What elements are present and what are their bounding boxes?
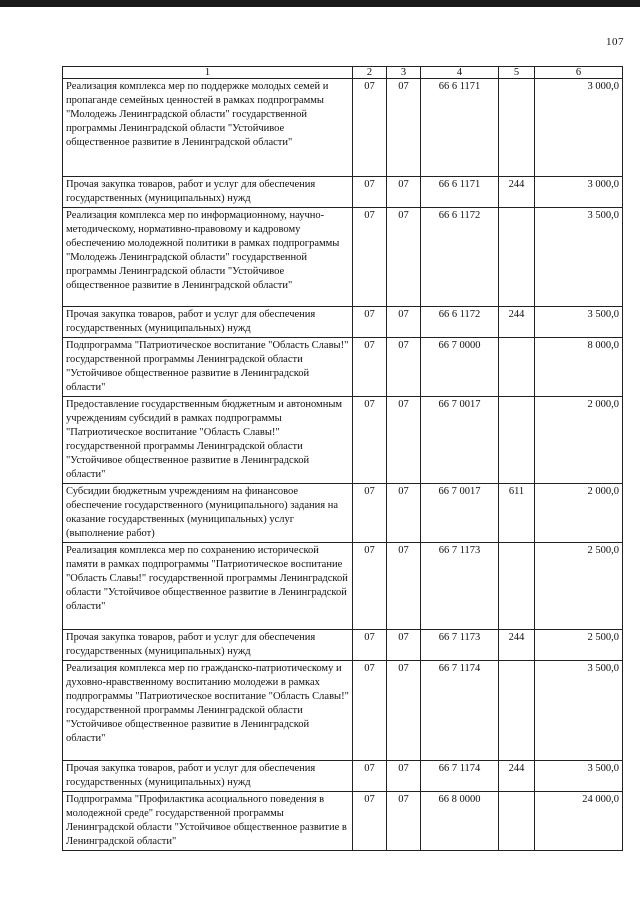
row-amount: 3 500,0: [535, 208, 623, 307]
table-row: [63, 177, 623, 208]
table-row: [63, 761, 623, 792]
row-target-code: 66 7 0000: [421, 338, 499, 397]
row-expense-type: 244: [499, 177, 535, 208]
row-target-code: 66 6 1172: [421, 307, 499, 338]
row-subsection: 07: [387, 543, 421, 630]
row-subsection: 07: [387, 208, 421, 307]
table-row: [63, 208, 623, 307]
row-section: 07: [353, 338, 387, 397]
row-section: 07: [353, 177, 387, 208]
row-description: Реализация комплекса мер по информационному, научно-методическому, нормативно-правовому и кадровому обеспечению молодежной политики в рамках подпрограммы "Молодежь Ленинградской области" государственной программы Ленинградской области "Устойчивое общественное развитие в Ленинградской области": [63, 208, 353, 307]
table-row: [63, 792, 623, 851]
row-subsection: 07: [387, 792, 421, 851]
row-amount: 2 000,0: [535, 484, 623, 543]
row-amount: 3 500,0: [535, 761, 623, 792]
row-section: 07: [353, 208, 387, 307]
page-number: 107: [606, 36, 624, 48]
row-expense-type: [499, 208, 535, 307]
row-subsection: 07: [387, 397, 421, 484]
row-description: Предоставление государственным бюджетным и автономным учреждениям субсидий в рамках подпрограммы "Патриотическое воспитание "Область Славы!" государственной программы Ленинградской области "Устойчивое общественное развитие в Ленинградской области": [63, 397, 353, 484]
row-section: 07: [353, 792, 387, 851]
row-target-code: 66 7 1173: [421, 543, 499, 630]
table-row: [63, 630, 623, 661]
row-amount: 2 000,0: [535, 397, 623, 484]
row-description: Подпрограмма "Профилактика асоциального поведения в молодежной среде" государственной программы Ленинградской области "Устойчивое общественное развитие в Ленинградской области": [63, 792, 353, 851]
row-section: 07: [353, 661, 387, 761]
row-amount: 2 500,0: [535, 630, 623, 661]
row-description: Реализация комплекса мер по гражданско-патриотическому и духовно-нравственному воспитанию молодежи в рамках подпрограммы "Патриотическое воспитание "Область Славы!" государственной программы Ленинградской области "Устойчивое общественное развитие в Ленинградской области": [63, 661, 353, 761]
row-expense-type: [499, 79, 535, 177]
scan-top-edge: [0, 0, 640, 7]
row-description: Прочая закупка товаров, работ и услуг для обеспечения государственных (муниципальных) нужд: [63, 761, 353, 792]
row-subsection: 07: [387, 338, 421, 397]
header-row: [63, 67, 623, 79]
row-description: Реализация комплекса мер по сохранению исторической памяти в рамках подпрограммы "Патриотическое воспитание "Область Славы!" государственной программы Ленинградской области "Устойчивое общественное развитие в Ленинградской области": [63, 543, 353, 630]
row-amount: 8 000,0: [535, 338, 623, 397]
row-subsection: 07: [387, 761, 421, 792]
row-target-code: 66 7 0017: [421, 397, 499, 484]
row-description: Прочая закупка товаров, работ и услуг для обеспечения государственных (муниципальных) нужд: [63, 177, 353, 208]
row-target-code: 66 7 1174: [421, 761, 499, 792]
row-expense-type: 244: [499, 630, 535, 661]
col-header: 1: [63, 67, 353, 79]
row-expense-type: [499, 661, 535, 761]
row-section: 07: [353, 307, 387, 338]
row-subsection: 07: [387, 484, 421, 543]
col-header: 2: [353, 67, 387, 79]
row-section: 07: [353, 397, 387, 484]
row-target-code: 66 6 1172: [421, 208, 499, 307]
row-expense-type: 244: [499, 307, 535, 338]
row-target-code: 66 7 1173: [421, 630, 499, 661]
row-section: 07: [353, 761, 387, 792]
row-target-code: 66 7 1174: [421, 661, 499, 761]
row-expense-type: [499, 792, 535, 851]
row-description: Прочая закупка товаров, работ и услуг для обеспечения государственных (муниципальных) нужд: [63, 630, 353, 661]
row-subsection: 07: [387, 307, 421, 338]
row-subsection: 07: [387, 79, 421, 177]
row-expense-type: [499, 338, 535, 397]
row-amount: 24 000,0: [535, 792, 623, 851]
table-row: [63, 307, 623, 338]
table-row: [63, 397, 623, 484]
table-row: [63, 79, 623, 177]
col-header: 5: [499, 67, 535, 79]
row-target-code: 66 8 0000: [421, 792, 499, 851]
col-header: 6: [535, 67, 623, 79]
row-amount: 3 500,0: [535, 307, 623, 338]
row-expense-type: [499, 543, 535, 630]
row-description: Реализация комплекса мер по поддержке молодых семей и пропаганде семейных ценностей в рамках подпрограммы "Молодежь Ленинградской области" государственной программы Ленинградской области "Устойчивое общественное развитие в Ленинградской области": [63, 79, 353, 177]
col-header: 3: [387, 67, 421, 79]
row-subsection: 07: [387, 630, 421, 661]
table-row: [63, 484, 623, 543]
row-target-code: 66 6 1171: [421, 79, 499, 177]
row-section: 07: [353, 543, 387, 630]
row-target-code: 66 6 1171: [421, 177, 499, 208]
row-amount: 3 500,0: [535, 661, 623, 761]
row-subsection: 07: [387, 177, 421, 208]
col-header: 4: [421, 67, 499, 79]
row-section: 07: [353, 630, 387, 661]
row-expense-type: 244: [499, 761, 535, 792]
row-description: Субсидии бюджетным учреждениям на финансовое обеспечение государственного (муниципального) задания на оказание государственных (муниципальных) услуг (выполнение работ): [63, 484, 353, 543]
table-row: [63, 543, 623, 630]
row-section: 07: [353, 79, 387, 177]
row-expense-type: [499, 397, 535, 484]
table-row: [63, 661, 623, 761]
row-target-code: 66 7 0017: [421, 484, 499, 543]
row-expense-type: 611: [499, 484, 535, 543]
row-amount: 3 000,0: [535, 79, 623, 177]
budget-table: [62, 66, 623, 851]
row-subsection: 07: [387, 661, 421, 761]
row-section: 07: [353, 484, 387, 543]
row-amount: 2 500,0: [535, 543, 623, 630]
row-amount: 3 000,0: [535, 177, 623, 208]
row-description: Прочая закупка товаров, работ и услуг для обеспечения государственных (муниципальных) нужд: [63, 307, 353, 338]
row-description: Подпрограмма "Патриотическое воспитание "Область Славы!" государственной программы Ленинградской области "Устойчивое общественное развитие в Ленинградской области": [63, 338, 353, 397]
table-row: [63, 338, 623, 397]
